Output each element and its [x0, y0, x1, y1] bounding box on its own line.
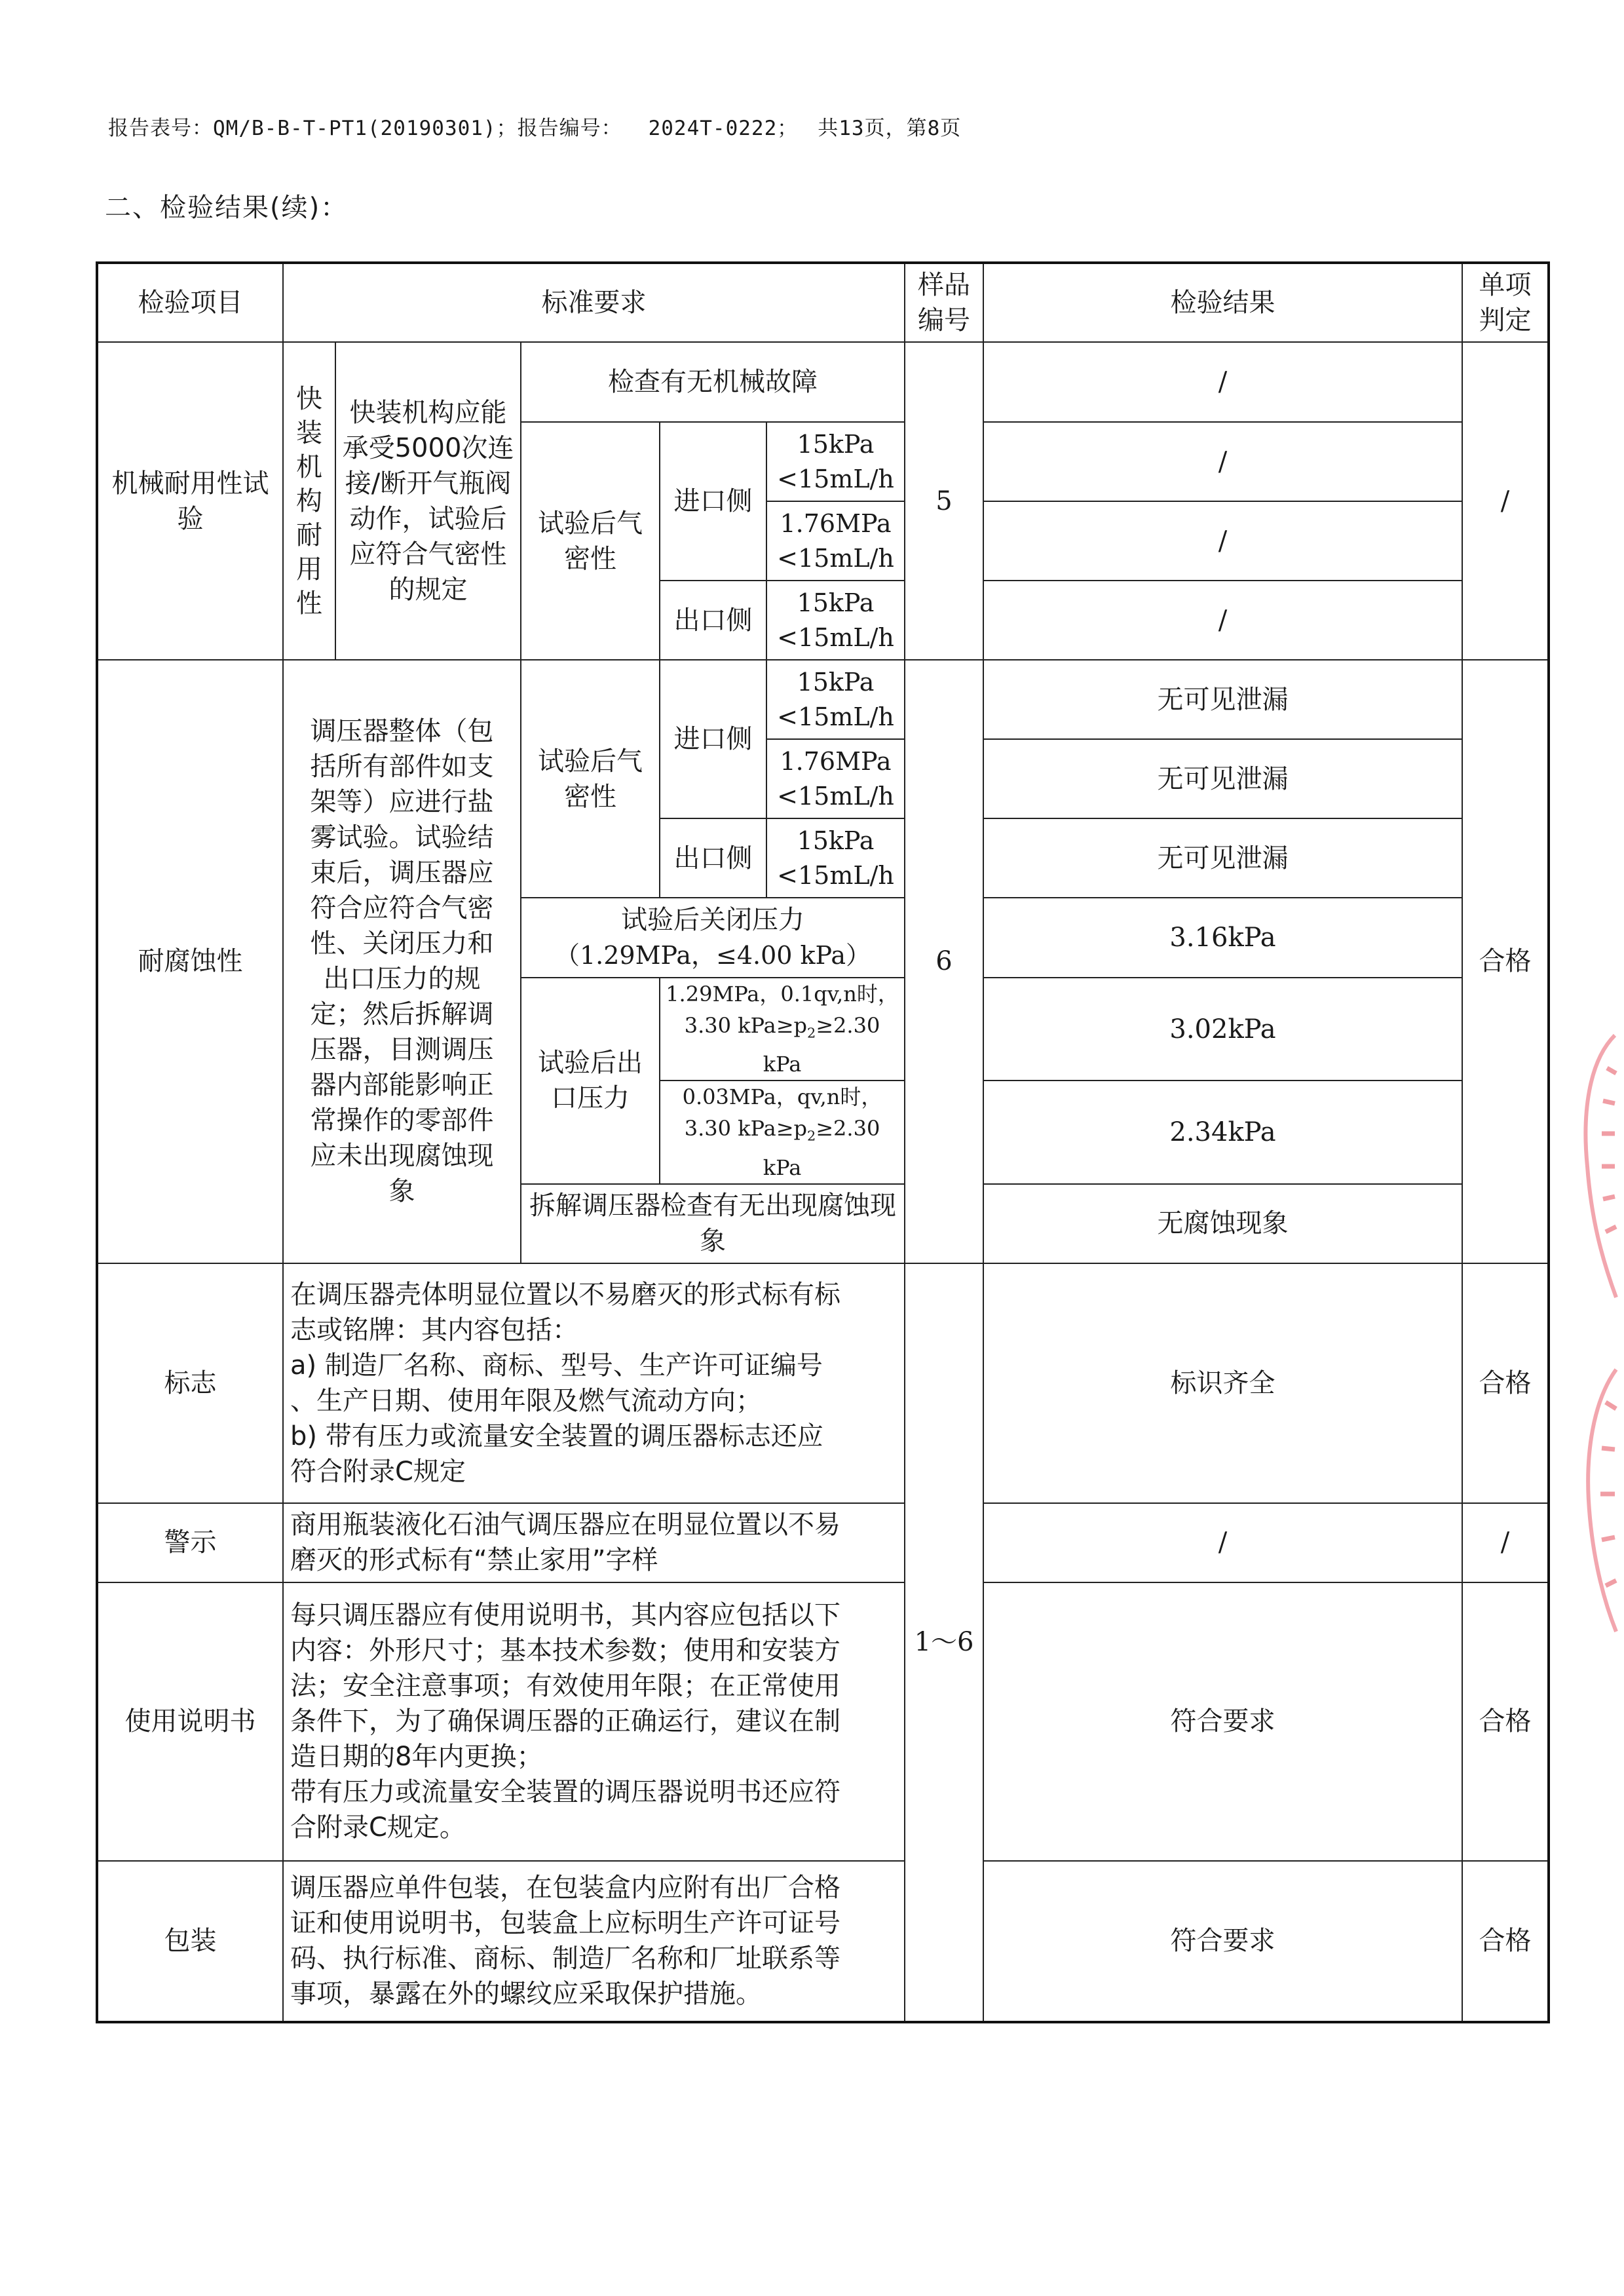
corrosion-item: 耐腐蚀性 [97, 660, 283, 1263]
check-fault-label: 检查有无机械故障 [521, 342, 905, 422]
header-result: 检验结果 [983, 263, 1462, 342]
corrosion-result-1: 无可见泄漏 [983, 660, 1462, 739]
mechanical-sub-item: 快装机构耐用性 [283, 342, 335, 660]
manual-requirement: 每只调压器应有使用说明书，其内容应包括以下 内容：外形尺寸；基本技术参数；使用和安装方 法；安全注意事项；有效使用年限；在正常使用 条件下，为了确保调压器的正确运行，建议在制 造日期的8年内更换； 带有压力或流量安全装置的调压器说明书还应符 合附录C规定。 [283, 1582, 905, 1861]
mechanical-inlet-label: 进口侧 [660, 422, 766, 581]
warning-result: / [983, 1503, 1462, 1582]
header-item: 检验项目 [97, 263, 283, 342]
mechanical-requirement: 快装机构应能承受5000次连接/断开气瓶阀动作，试验后应符合气密性的规定 [335, 342, 521, 660]
table-row [97, 1582, 1549, 1861]
seal-stamp-fragment [1569, 1363, 1620, 1638]
corrosion-sample: 6 [905, 660, 983, 1263]
corrosion-result-7: 无腐蚀现象 [983, 1184, 1462, 1263]
warning-verdict: / [1462, 1503, 1549, 1582]
report-label: 报告编号： [517, 117, 622, 140]
section-title: 二、检验结果(续)： [105, 193, 349, 223]
table-row [97, 660, 1549, 739]
mechanical-cond-3: 15kPa <15mL/h [766, 581, 905, 660]
corrosion-outlet-label: 出口侧 [660, 818, 766, 898]
marking-requirement: 在调压器壳体明显位置以不易磨灭的形式标有标 志或铭牌：其内容包括： a) 制造厂名称、商标、型号、生产许可证编号 、生产日期、使用年限及燃气流动方向； b) 带有压力或流量安全装置的调压器标志还应 符合附录C规定 [283, 1263, 905, 1503]
marking-result: 标识齐全 [983, 1263, 1462, 1503]
corrosion-cond-3: 15kPa <15mL/h [766, 818, 905, 898]
packaging-item: 包装 [97, 1861, 283, 2022]
corrosion-cond-2: 1.76MPa <15mL/h [766, 739, 905, 818]
table-header-row [97, 263, 1549, 342]
marking-verdict: 合格 [1462, 1263, 1549, 1503]
corrosion-result-4: 3.16kPa [983, 898, 1462, 978]
manual-item: 使用说明书 [97, 1582, 283, 1861]
mechanical-result-2: / [983, 422, 1462, 501]
disassembly-label: 拆解调压器检查有无出现腐蚀现象 [521, 1184, 905, 1263]
mechanical-result-4: / [983, 581, 1462, 660]
corrosion-result-2: 无可见泄漏 [983, 739, 1462, 818]
closing-pressure-cond: （1.29MPa，≤4.00 kPa） [554, 941, 871, 970]
corrosion-result-5: 3.02kPa [983, 978, 1462, 1081]
warning-requirement: 商用瓶装液化石油气调压器应在明显位置以不易 磨灭的形式标有“禁止家用”字样 [283, 1503, 905, 1582]
shared-sample: 1～6 [905, 1263, 983, 2022]
packaging-verdict: 合格 [1462, 1861, 1549, 2022]
marking-item: 标志 [97, 1263, 283, 1503]
report-number: 2024T-0222； [648, 117, 799, 140]
mechanical-verdict: / [1462, 342, 1549, 660]
mechanical-item: 机械耐用性试验 [97, 342, 283, 660]
packaging-requirement: 调压器应单件包装，在包装盒内应附有出厂合格 证和使用说明书，包装盒上应标明生产许可证号 码、执行标准、商标、制造厂名称和厂址联系等 事项，暴露在外的螺纹应采取保护措施。 [283, 1861, 905, 2022]
closing-pressure-label: 试验后关闭压力 [621, 905, 804, 935]
corrosion-inlet-label: 进口侧 [660, 660, 766, 818]
mechanical-outlet-label: 出口侧 [660, 581, 766, 660]
corrosion-requirement: 调压器整体（包括所有部件如支架等）应进行盐雾试验。试验结束后，调压器应符合应符合气密性、关闭压力和出口压力的规定；然后拆解调压器，目测调压器内部能影响正常操作的零部件应未出现腐蚀现象 [283, 660, 521, 1263]
mechanical-sample: 5 [905, 342, 983, 660]
packaging-result: 符合要求 [983, 1861, 1462, 2022]
mechanical-cond-1: 15kPa <15mL/h [766, 422, 905, 501]
manual-result: 符合要求 [983, 1582, 1462, 1861]
outlet-pressure-label: 试验后出口压力 [521, 978, 660, 1184]
mechanical-result-1: / [983, 342, 1462, 422]
mechanical-result-3: / [983, 501, 1462, 581]
corrosion-result-6: 2.34kPa [983, 1081, 1462, 1183]
corrosion-result-3: 无可见泄漏 [983, 818, 1462, 898]
mechanical-airtight-label: 试验后气密性 [521, 422, 660, 660]
corrosion-verdict: 合格 [1462, 660, 1549, 1263]
table-row [97, 342, 1549, 422]
header-verdict: 单项判定 [1462, 263, 1549, 342]
table-row [97, 1263, 1549, 1503]
warning-item: 警示 [97, 1503, 283, 1582]
page-count: 共13页，第8页 [818, 117, 962, 140]
corrosion-cond-1: 15kPa <15mL/h [766, 660, 905, 739]
header-sample-no: 样品编号 [905, 263, 983, 342]
report-header [108, 111, 961, 141]
table-row [97, 1503, 1549, 1582]
results-table [96, 261, 1550, 2023]
outlet-pressure-cond-1: 1.29MPa，0.1qv,n时， 3.30 $kPa\ge p_2\ge 2.30$ kPa [660, 978, 905, 1081]
closing-pressure-cell [521, 898, 905, 978]
seal-stamp-fragment [1569, 1022, 1620, 1311]
corrosion-airtight-label: 试验后气密性 [521, 660, 660, 898]
form-number: QM/B-B-T-PT1(20190301)； [213, 117, 518, 140]
manual-verdict: 合格 [1462, 1582, 1549, 1861]
mechanical-cond-2: 1.76MPa <15mL/h [766, 501, 905, 581]
outlet-pressure-cond-2: 0.03MPa，qv,n时， 3.30 $kPa\ge p_2\ge 2.30$ kPa [660, 1081, 905, 1183]
table-row [97, 1861, 1549, 2022]
form-label: 报告表号： [108, 117, 213, 140]
header-standard: 标准要求 [283, 263, 905, 342]
